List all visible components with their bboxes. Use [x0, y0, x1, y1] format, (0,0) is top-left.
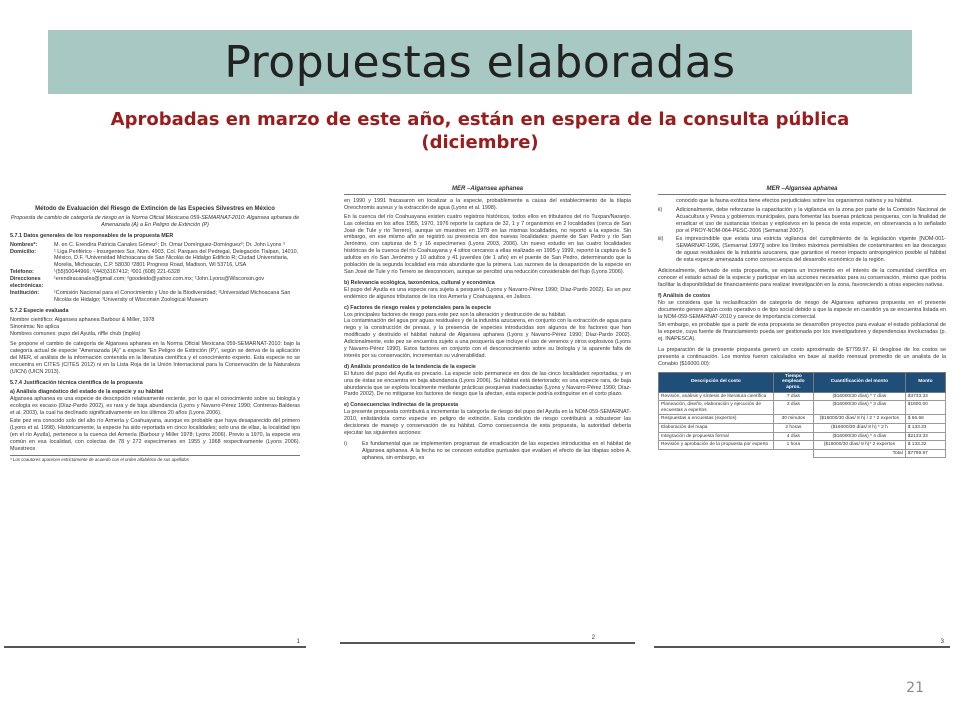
page2-heading-e: e) Consecuencias indirectas de la propuesta	[344, 402, 459, 409]
table-cell: ($16000/30 días/ 8 h)* 2 expertos	[813, 441, 905, 450]
page2-heading-b: b) Relevancia ecológica, taxonómica, cultural y económica	[344, 279, 495, 286]
telefono-label: Teléfono:	[10, 269, 34, 276]
table-row	[659, 392, 946, 401]
table-cell: $1600.00	[905, 401, 945, 415]
page2-list-item-i	[344, 441, 631, 462]
cost-table-header-row	[659, 372, 946, 392]
institucion-value: ¹Comisión Nacional para el Conocimiento y Uso de la Biodiversidad; ²Universidad Michoacana San Nicolás de Hidalgo; ³University of Wisconsin Zoological Museum	[54, 289, 291, 303]
page3-list-text-ii: Adicionalmente, debe reforzarse la capacitación y la vigilancia en la zona por parte de la Comisión Nacional de Acuacultura y Pesca y gobiernos municipales, para fomentar las buenas prácticas pesqueras, con la finalidad de erradicar el uso de sustancias tóxicas y explosivos en la pesca de esta especie, en observancia a lo señalado por el PROY-NOM-064-PESC-2006 (Semarnat 2007).	[676, 206, 946, 234]
page2-header-rule	[344, 194, 631, 195]
table-cell: 4 días	[773, 432, 813, 441]
table-cell: Integración de propuesta formal	[659, 432, 774, 441]
table-total-label: Total	[813, 449, 905, 458]
page1-title: Método de Evaluación del Riesgo de Extinción de las Especies Silvestres en México	[35, 206, 275, 212]
table-cell: $ 133.32	[905, 441, 945, 450]
slide-number: 21	[906, 680, 924, 696]
domicilio-label: Domicilio:	[10, 248, 37, 255]
page2-paragraph-1: en 1990 y 1991 fracasaron en localizar a la especie, probablemente a causa del establecimiento de la tilapia Oreochromis aureus y la extracción de agua (Lyons et al. 1998).	[344, 197, 631, 211]
page2-text-b: El pupo del Ayutla es una especie rara sujeta a pesquería (Lyons y Navarro-Pérez 1990; Díaz-Pardo 2002). Es un pez endémico de algunos tributarios de los ríos Armería y Coahuayana, en Jalisco.	[344, 286, 631, 300]
table-row	[659, 401, 946, 415]
document-page-1	[4, 192, 306, 650]
page2-text-c2: La contaminación del agua por aguas residuales y de la industria azucarera, en conjunto con la extracción de agua para riego y la construcción de presas, y la presencia de especies introducidas son algunos de los factores que han modificado y destruido el hábitat natural de Algansea aphanea (Lyons y Navarro-Pérez 1990; Díaz-Pardo 2002). Adicionalmente, este pez se encuentra sujeto a una pesquería que incluye el uso de venenos y otros explosivos (Lyons y Navarro-Pérez 1990). Estos factores en conjunto con el desconocimiento sobre su biología y la aparente falta de interés por su conservación, incrementan su vulnerabilidad.	[344, 318, 631, 359]
table-row	[659, 441, 946, 450]
institucion-row	[10, 290, 300, 304]
direcciones-value: ¹erendiracanales@gmail.com; ²goodeido@yahoo.com.mx; ³John.Lyons@Wisconsin.gov	[54, 276, 265, 283]
document-page-2	[340, 184, 635, 646]
page3-list-marker-iii: iii)	[658, 236, 664, 243]
page3-header: MER –Algansea aphanea	[766, 186, 838, 192]
page2-text-c1: Los principales factores de riesgo para este pez son la alteración y destrucción de su hábitat.	[344, 311, 567, 318]
table-row	[659, 424, 946, 433]
domicilio-value: ¹ Liga Periférico - Insurgentes Sur, Núm. 4903, Col. Parques del Pedregal, Delegación Tlalpan, 14010, México, D.F. ²Universidad Michoacana de San Nicolás de Hidalgo Edificio R; Ciudad Universitaria, Morelia, Michoacán, C.P. 58030 ³2801 Progress Road, Madison, WI 53716, USA	[54, 248, 299, 269]
nombres-row	[10, 242, 300, 249]
page1-footnote: * Los coautores aparecen estrictamente de acuerdo con el orden alfabético de sus apellidos	[10, 455, 300, 462]
page3-list-item-iii	[658, 236, 946, 264]
table-total-value: $7799.97	[905, 449, 945, 458]
page2-text-e: La presente propuesta contribuirá a incrementar la categoría de riesgo del pupo del Ayutla en la NOM-059-SEMARNAT-2010, enlistándola como especie en peligro de extinción. Esta condición de riesgo contribuirá a robustecer las decisiones de manejo y conservación de su hábitat. Como consecuencia de esta propuesta, la autoridad debería ejecutar las siguientes acciones:	[344, 409, 631, 436]
page3-bottom-rule	[654, 646, 950, 650]
page1-section-572: 5.7.2 Especie evaluada	[10, 307, 69, 314]
page1-subtitle: Propuesta de cambio de categoría de riesgo en la Norma Oficial Mexicana 059-SEMARNAT-2010: Algansea aphanea de Amenazada (A) a En Peligro de Extinción (P)	[10, 214, 300, 228]
table-cell: $ 133.33	[905, 424, 945, 433]
table-cell: Revisión y aprobación de la propuesta por experto	[659, 441, 774, 450]
cost-table	[658, 372, 946, 459]
page2-list-text: Es fundamental que se implementen programas de erradicación de las especies introducidas en el hábitat de Algansea aphanea. A la fecha no se conocen estudios puntuales que evalúen el efecto de las tilapias sobre A. aphanea, sin embargo, es	[362, 440, 631, 461]
telefono-row	[10, 269, 300, 276]
slide-title: Propuestas elaboradas	[224, 36, 736, 88]
table-cell: 7 días	[773, 392, 813, 401]
page3-text-f1: No se considera que la reclasificación de categoría de riesgo de Algansea aphanea propuesta en el presente documento genere algún costo operativo o de tipo social debido a que la especie en cuestión ya se encuentra listada en la NOM-059-SEMARNAT-2010 y carece de importancia comercial.	[658, 299, 946, 320]
page2-text-d: El futuro del pupo del Ayutla es precario. La especie solo permanece en dos de las cinco localidades reportadas, y en una de éstas se encuentra en baja abundancia (Lyons 2006). Su hábitat está deteriorado; es una especie rara, de baja abundancia que se explota localmente mediante prácticas pesqueras inadecuadas (Lyons y Navarro-Pérez 1990; Díaz-Pardo 2002). De no mitigarse los factores de riesgo que la afectan, esta especie podría extinguirse en el corto plazo.	[344, 370, 631, 398]
telefono-value: ¹(55)50044966; ²(443)3167412; ³001 (608) 221-6328	[54, 269, 180, 276]
table-cell: $ 66.66	[905, 415, 945, 424]
page3-paragraph-a: Adicionalmente, derivado de esta propuesta, se espera un incremento en el interés de la comunidad científica en conocer el estado actual de la especie y participar en las acciones necesarias para su conservación, mismo que podría facilitar la disponibilidad de financiamiento para realizar investigación en la zona, favoreciendo a otras especies nativas.	[658, 268, 946, 288]
scientific-name: Nombre científico: Algansea aphanea Barbour & Miller, 1978	[10, 316, 155, 323]
page3-list-text-iii: Es imprescindible que exista una estricta vigilancia del cumplimiento de la legislación vigente [NOM-001-SEMARNAT-1996, (Semarnat 1997)] sobre los límites máximos permisibles de contaminantes en las descargas de aguas residuales de la industria azucarera, que garantice el menor impacto antropogénico posible al hábitat de esta especie amenazada como consecuencia del desarrollo económico de la región.	[676, 236, 946, 264]
table-cell: 30 minutos	[773, 415, 813, 424]
table-cell: $3733.33	[905, 392, 945, 401]
table-total-row	[659, 449, 946, 458]
slide-subtitle: Aprobadas en marzo de este año, están en espera de la consulta pública (diciembre)	[110, 109, 850, 153]
page1-section-574: 5.7.4 Justificación técnica científica de la propuesta	[10, 379, 143, 386]
page2-heading-c: c) Factores de riesgo reales y potenciales para la especie	[344, 304, 492, 311]
document-page-3	[654, 184, 950, 650]
table-cell-empty	[659, 449, 774, 458]
page3-number: 3	[940, 639, 944, 646]
table-cell: Respuestas a encuestas (expertos)	[659, 415, 774, 424]
page2-header: MER –Algansea aphanea	[451, 186, 524, 192]
page2-paragraph-2: En la cuenca del río Coahuayana existen cuatro registros históricos, todos ellos en tributarios del río Tuxpan/Naranjo. Las colectas en los años 1955, 1970, 1976 reporte la captura de 32, 1 y 7 organismos en 2 localidades (cerca de San José de Tule y río Terrero), aunque un muestreo en 1978 en las mismas localidades, no reportó a la especie. Sin embargo, en ese mismo año se registró su presencia en dos nuevas localidades: puente de San Pedro y río San Jerónimo, con capturas de 5 y 16 especímenes (Lyons 2003, 2006). Un nuevo estudio en las cuatro localidades históricas de la cuenca del río Coahuayana y 4 sitios cercanos a ellas realizado en 1995 y 1999, reportó la captura de 5 adultos en río San Jerónimo y 10 adultos y 41 juveniles (de 1 año) en el puente de San Pedro, determinando que la población de la segunda localidad era más abundante que la primera. Las razones de la desaparición de la especie en San José de Tule y río Terrero se desconocen, aunque se percibió una reducción considerable del flujo (Lyons 2006).	[344, 213, 631, 275]
table-row	[659, 432, 946, 441]
synonymy: Sinonimia: No aplica	[10, 323, 60, 330]
table-cell: ($16000/30 días/ 8 h) * 2 h	[813, 424, 905, 433]
direcciones-label: Direcciones electrónicas:	[10, 276, 44, 290]
page2-list-marker: i)	[344, 440, 347, 447]
cost-table-header: Cuantificación del monto	[813, 372, 905, 392]
table-cell: Elaboración del mapa	[659, 424, 774, 433]
page1-paragraph-1: Se propone el cambio de categoría de Algansea aphanea en la Norma Oficial Mexicana 059-SEMARNAT-2010: bajo la categoría actual de especie "Amenazada (A)" a especie "En Peligro de Extinción (P)", según se deriva de la aplicación del MER, el análisis de la información contenida en la literatura científica y el conocimiento experto. Esta especie no se encuentra en CITES (CITES 2012) ni en la Lista Roja de la Unión Internacional para la Conservación de la Naturaleza (UICN) (UICN 2013).	[10, 341, 300, 376]
table-cell-empty	[773, 449, 813, 458]
page3-text-f2: Sin embargo, es probable que a partir de esta propuesta se desarrollen proyectos para evaluar el estado poblacional de la especie, cuya fuente de financiamiento pueda ser gestionada por los investigadores y dependencias involucradas (p. ej. INAPESCA).	[658, 322, 946, 343]
nombres-value: M. en C. Erendira Patricia Canales Gómez¹; Dr. Omar Domínguez-Domínguez²; Dr. John Lyons ³	[54, 241, 285, 248]
table-cell: $2133.33	[905, 432, 945, 441]
page2-bottom-rule	[340, 642, 635, 646]
title-bar	[48, 30, 912, 94]
page1-paragraph-2: Algansea aphanea es una especie de descripción relativamente reciente, por lo que el conocimiento sobre su biología y ecología es escaso (Díaz-Pardo 2002), es rara y de baja abundancia (Lyons y Navarro-Pérez 1990; Contreras-Balderas et al. 2003), la cual ha declinado significativamente en los últimos 20 años (Lyons 2006).	[10, 395, 300, 416]
table-cell: Planeación, diseño, elaboración y ejecución de encuestas a expertos	[659, 401, 774, 415]
page2-number: 2	[591, 635, 595, 642]
cost-table-header: Tiempo empleado aprox.	[773, 372, 813, 392]
page1-paragraph-3: Este pez era conocido solo del alto río Armería y Coahuayana, aunque es probable que haya desaparecido del primero (Lyons et al. 1998). Históricamente, la especie ha sido reportada en cinco localidades; solo una de ellas, la localidad tipo (en el río Ayutla), pertenece a la cuenca del Armería (Barbour y Miller 1978; Lyons 2006). Previo a 1970, la especie era común en esa localidad, con colectas de 78 y 272 especímenes en 1955 y 1968 respectivamente (Lyons 2006). Muestreos	[10, 418, 300, 453]
institucion-label: Institución:	[10, 289, 40, 296]
page3-heading-f: f) Análisis de costos	[658, 292, 711, 299]
table-row	[659, 415, 946, 424]
page3-header-rule	[658, 194, 946, 195]
cost-table-header: Monto	[905, 372, 945, 392]
page1-number: 1	[296, 639, 300, 646]
direcciones-row	[10, 276, 300, 290]
page2-heading-d: d) Análisis pronóstico de la tendencia de la especie	[344, 363, 476, 370]
page3-lead: conocido que la fauna exótica tiene efectos perjudiciales sobre los organismos nativos y su hábitat.	[676, 197, 913, 204]
table-cell: ($16000/30 días) * 3 días	[813, 401, 905, 415]
table-cell: Revisión, análisis y síntesis de literatura científica	[659, 392, 774, 401]
table-cell: 2 horas	[773, 424, 813, 433]
table-cell: 1 hora	[773, 441, 813, 450]
page1-heading-a: a) Análisis diagnóstico del estado de la especie y su hábitat	[10, 388, 164, 395]
table-cell: 3 días	[773, 401, 813, 415]
page1-section-571: 5.7.1 Datos generales de los responsables de la propuesta MER	[10, 232, 174, 239]
page3-text-f3: La preparación de la presente propuesta generó un costo aproximado de $7799.97. El desglose de los costos se presenta a continuación. Los montos fueron calculados en base al sueldo mensual promedio de un analista de la Conabio ($16000.00):	[658, 347, 946, 367]
page1-bottom-rule	[4, 646, 306, 650]
table-cell: ($16000/30 días) * 4 días	[813, 432, 905, 441]
table-cell: ($16000/30 días/ 8 h) / 2 * 2 expertos	[813, 415, 905, 424]
cost-table-header: Descripción del costo	[659, 372, 774, 392]
table-cell: ($16000/30 días) * 7 días	[813, 392, 905, 401]
domicilio-row	[10, 249, 300, 270]
page3-list-item-ii	[658, 207, 946, 235]
common-names: Nombres comunes: pupo del Ayutla, riffle chub (inglés)	[10, 330, 141, 337]
page3-list-marker-ii: ii)	[658, 206, 663, 213]
nombres-label: Nombres*:	[10, 241, 38, 248]
